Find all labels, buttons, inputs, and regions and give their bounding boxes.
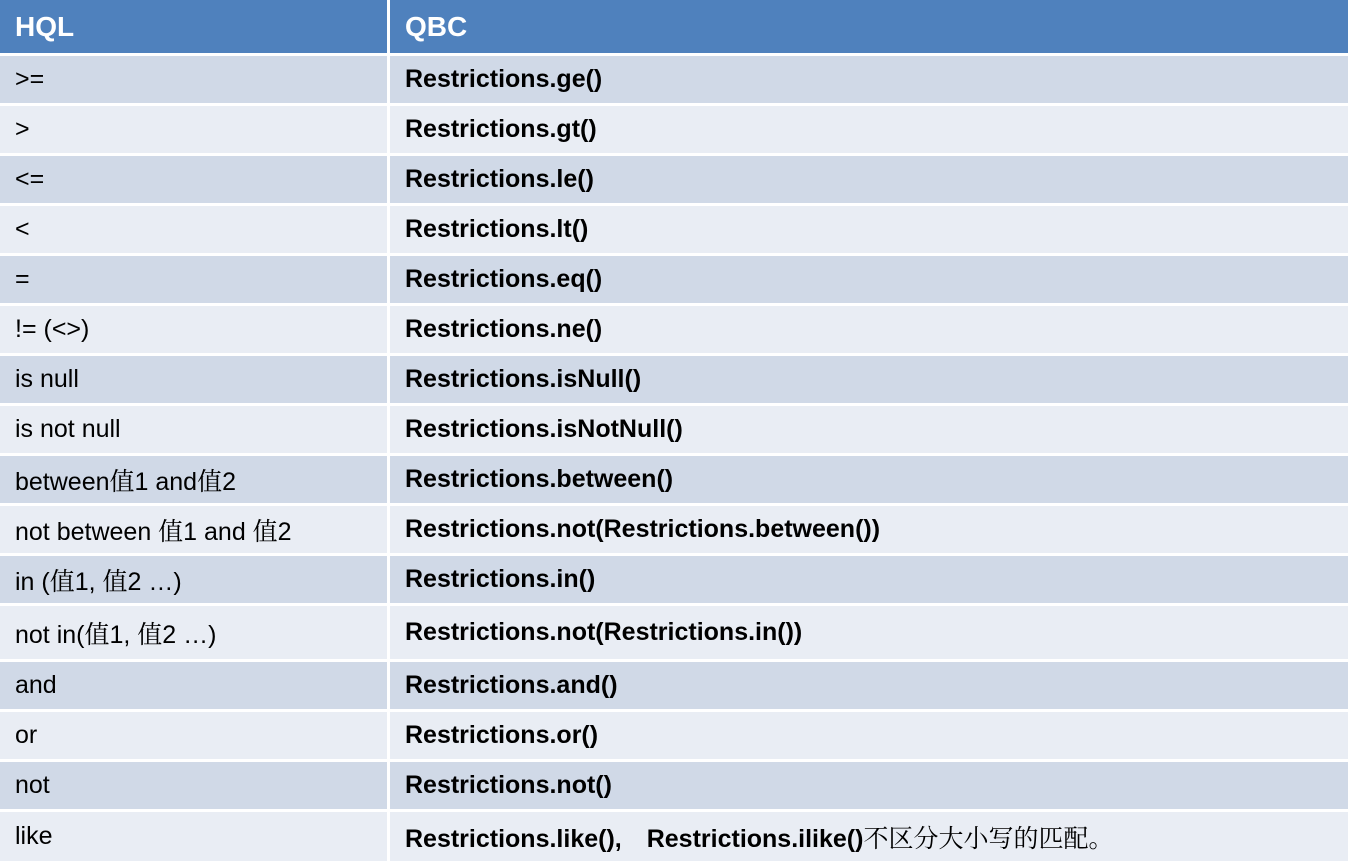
table-row xyxy=(0,406,1348,453)
qbc-cell-note: 不区分大小写的匹配。 xyxy=(863,824,1114,853)
hql-cell: and xyxy=(15,671,57,699)
table-row xyxy=(0,506,1348,553)
table-header xyxy=(0,0,1348,53)
qbc-cell: Restrictions.ne() xyxy=(387,306,1348,353)
table-row xyxy=(0,456,1348,503)
qbc-cell: Restrictions.not() xyxy=(387,762,1348,809)
qbc-cell: Restrictions.isNotNull() xyxy=(387,406,1348,453)
table-row xyxy=(0,556,1348,603)
qbc-cell: Restrictions.isNull() xyxy=(387,356,1348,403)
hql-cell: is not null xyxy=(15,415,121,443)
table-row xyxy=(0,206,1348,253)
table-row xyxy=(0,256,1348,303)
hql-cell: not in(值1, 值2 …) xyxy=(15,620,217,649)
table-row xyxy=(0,56,1348,103)
qbc-cell: Restrictions.lt() xyxy=(387,206,1348,253)
table-row xyxy=(0,812,1348,861)
qbc-cell: Restrictions.le() xyxy=(387,156,1348,203)
hql-cell: between值1 and值2 xyxy=(15,467,236,496)
table-row xyxy=(0,606,1348,659)
hql-cell: <= xyxy=(15,165,45,193)
qbc-cell: Restrictions.ge() xyxy=(387,56,1348,103)
qbc-cell-code: Restrictions.like(), Restrictions.ilike() xyxy=(405,824,864,853)
qbc-cell: Restrictions.eq() xyxy=(387,256,1348,303)
qbc-cell: Restrictions.not(Restrictions.between()) xyxy=(387,506,1348,553)
hql-cell: < xyxy=(15,215,30,243)
hql-cell: != (<>) xyxy=(15,315,90,343)
header-hql: HQL xyxy=(15,10,75,42)
table-row xyxy=(0,712,1348,759)
hql-cell: or xyxy=(15,721,38,749)
qbc-cell: Restrictions.and() xyxy=(387,662,1348,709)
header-qbc: QBC xyxy=(387,0,1348,53)
hql-cell: > xyxy=(15,115,30,143)
table-row xyxy=(0,662,1348,709)
qbc-cell: Restrictions.gt() xyxy=(387,106,1348,153)
hql-cell: not between 值1 and 值2 xyxy=(15,517,292,546)
qbc-cell: Restrictions.or() xyxy=(387,712,1348,759)
table-row xyxy=(0,762,1348,809)
table-row xyxy=(0,356,1348,403)
hql-cell: >= xyxy=(15,65,45,93)
hql-cell: like xyxy=(15,822,53,850)
table-row xyxy=(0,106,1348,153)
hql-cell: = xyxy=(15,265,30,293)
table-row xyxy=(0,156,1348,203)
qbc-cell: Restrictions.between() xyxy=(387,456,1348,503)
hql-cell: in (值1, 值2 …) xyxy=(15,567,182,596)
qbc-cell xyxy=(387,812,1348,861)
table-row xyxy=(0,306,1348,353)
hql-cell: is null xyxy=(15,365,79,393)
qbc-cell: Restrictions.in() xyxy=(387,556,1348,603)
qbc-cell: Restrictions.not(Restrictions.in()) xyxy=(387,606,1348,659)
hql-cell: not xyxy=(15,771,50,799)
